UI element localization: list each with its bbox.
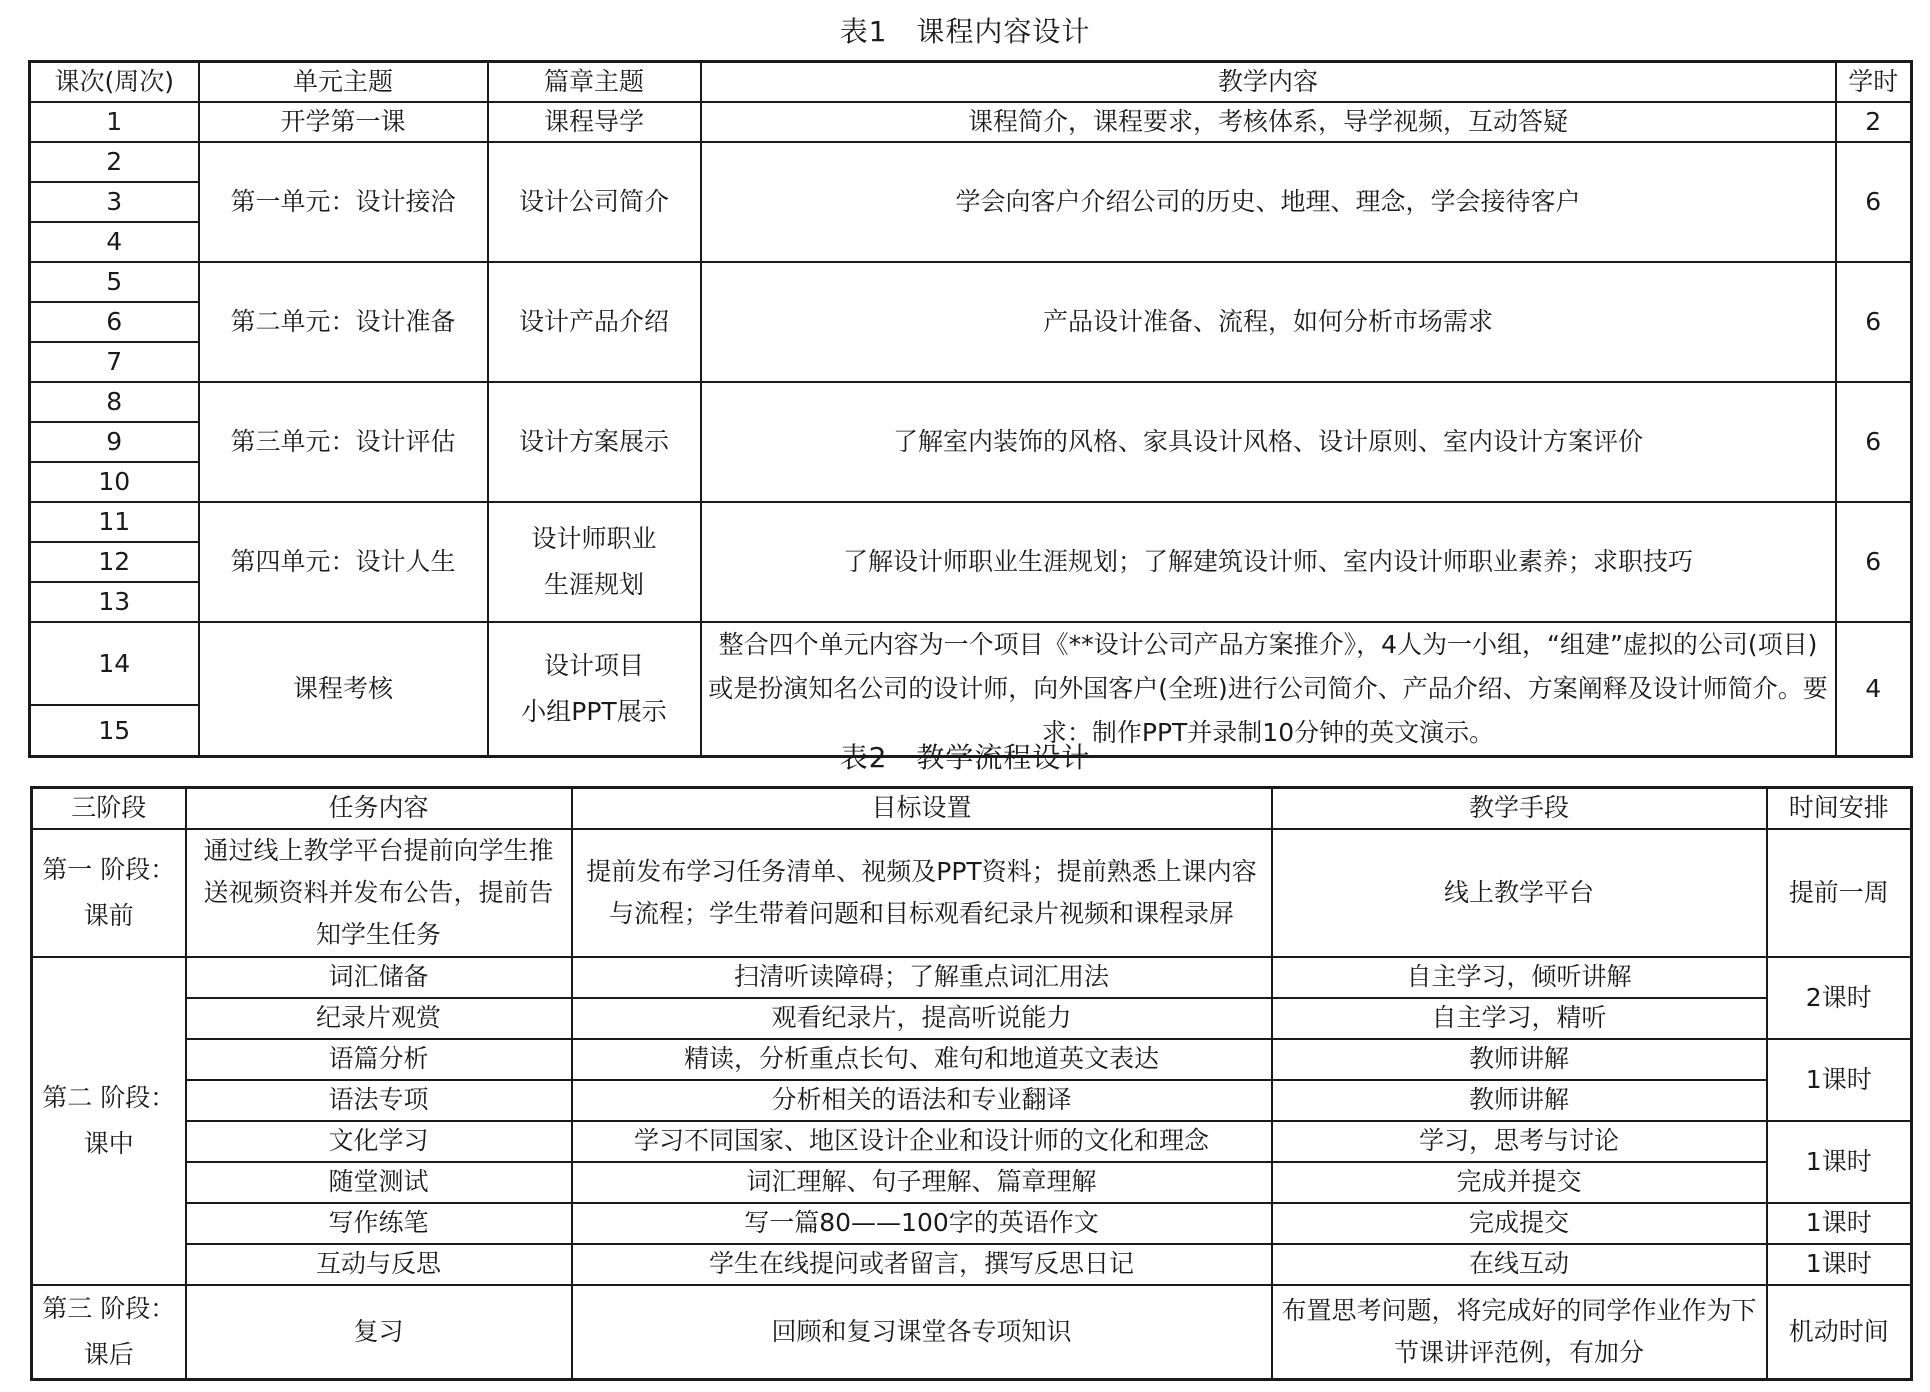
- goal-cell: 写一篇80——100字的英语作文: [572, 1203, 1272, 1244]
- week-cell: 13: [30, 582, 199, 622]
- means-cell: 学习，思考与讨论: [1272, 1121, 1767, 1162]
- week-cell: 15: [30, 705, 199, 756]
- means-cell: 教师讲解: [1272, 1039, 1767, 1080]
- task-cell: 复习: [186, 1285, 572, 1380]
- table-row: [32, 1244, 1912, 1285]
- goal-cell: 分析相关的语法和专业翻译: [572, 1080, 1272, 1121]
- week-cell: 3: [30, 182, 199, 222]
- goal-cell: 学生在线提问或者留言，撰写反思日记: [572, 1244, 1272, 1285]
- table-row: [32, 1080, 1912, 1121]
- table1-header-row: [30, 62, 1912, 103]
- table-row: [32, 1203, 1912, 1244]
- header-means: 教学手段: [1272, 788, 1767, 829]
- chapter-cell: 课程导学: [488, 102, 701, 142]
- time-cell: 机动时间: [1767, 1285, 1912, 1380]
- week-cell: 10: [30, 462, 199, 502]
- goal-cell: 提前发布学习任务清单、视频及PPT资料；提前熟悉上课内容与流程；学生带着问题和目标观看纪录片视频和课程录屏: [572, 829, 1272, 957]
- task-cell: 语篇分析: [186, 1039, 572, 1080]
- unit-cell: 第三单元：设计评估: [199, 382, 488, 502]
- time-cell: 1课时: [1767, 1244, 1912, 1285]
- stage-cell: 第二 阶段：课中: [32, 957, 186, 1285]
- chapter-line: 小组PPT展示: [521, 697, 667, 726]
- hours-cell: 4: [1836, 622, 1912, 757]
- table-row: [30, 102, 1912, 142]
- week-cell: 14: [30, 622, 199, 705]
- chapter-cell: 设计方案展示: [488, 382, 701, 502]
- time-cell: 1课时: [1767, 1039, 1912, 1121]
- week-cell: 5: [30, 262, 199, 302]
- table-row: [30, 622, 1912, 705]
- content-cell: 了解室内装饰的风格、家具设计风格、设计原则、室内设计方案评价: [701, 382, 1836, 502]
- time-cell: 1课时: [1767, 1121, 1912, 1203]
- chapter-cell: [488, 502, 701, 622]
- means-cell: 完成并提交: [1272, 1162, 1767, 1203]
- task-cell: 文化学习: [186, 1121, 572, 1162]
- table-row: [30, 142, 1912, 182]
- means-cell: 自主学习，倾听讲解: [1272, 957, 1767, 998]
- unit-cell: 第一单元：设计接洽: [199, 142, 488, 262]
- chapter-cell: 设计公司简介: [488, 142, 701, 262]
- goal-cell: 精读，分析重点长句、难句和地道英文表达: [572, 1039, 1272, 1080]
- week-cell: 12: [30, 542, 199, 582]
- task-cell: 词汇储备: [186, 957, 572, 998]
- header-task: 任务内容: [186, 788, 572, 829]
- goal-cell: 观看纪录片，提高听说能力: [572, 998, 1272, 1039]
- week-cell: 9: [30, 422, 199, 462]
- stage-cell: 第三 阶段：课后: [32, 1285, 186, 1380]
- task-cell: 语法专项: [186, 1080, 572, 1121]
- header-chapter: 篇章主题: [488, 62, 701, 103]
- goal-cell: 扫清听读障碍；了解重点词汇用法: [572, 957, 1272, 998]
- time-cell: 提前一周: [1767, 829, 1912, 957]
- teaching-process-table: [30, 786, 1913, 1381]
- hours-cell: 6: [1836, 502, 1912, 622]
- week-cell: 8: [30, 382, 199, 422]
- hours-cell: 6: [1836, 142, 1912, 262]
- table-row: [32, 1121, 1912, 1162]
- table-row: [30, 382, 1912, 422]
- content-cell: 产品设计准备、流程，如何分析市场需求: [701, 262, 1836, 382]
- header-week: 课次(周次): [30, 62, 199, 103]
- unit-cell: 课程考核: [199, 622, 488, 757]
- goal-cell: 学习不同国家、地区设计企业和设计师的文化和理念: [572, 1121, 1272, 1162]
- chapter-cell: [488, 622, 701, 757]
- header-stage: 三阶段: [32, 788, 186, 829]
- chapter-line: 设计师职业: [531, 524, 657, 553]
- hours-cell: 6: [1836, 262, 1912, 382]
- means-cell: 完成提交: [1272, 1203, 1767, 1244]
- week-cell: 7: [30, 342, 199, 382]
- table-row: [32, 829, 1912, 957]
- means-cell: 教师讲解: [1272, 1080, 1767, 1121]
- week-cell: 11: [30, 502, 199, 542]
- content-cell: 整合四个单元内容为一个项目《**设计公司产品方案推介》，4人为一小组，“组建”虚拟的公司(项目)或是扮演知名公司的设计师，向外国客户(全班)进行公司简介、产品介绍、方案阐释及设计师简介。要求：制作PPT并录制10分钟的英文演示。: [701, 622, 1836, 757]
- content-cell: 了解设计师职业生涯规划；了解建筑设计师、室内设计师职业素养；求职技巧: [701, 502, 1836, 622]
- goal-cell: 词汇理解、句子理解、篇章理解: [572, 1162, 1272, 1203]
- time-cell: 1课时: [1767, 1203, 1912, 1244]
- task-cell: 写作练笔: [186, 1203, 572, 1244]
- chapter-line: 生涯规划: [543, 570, 644, 599]
- table-row: [30, 262, 1912, 302]
- header-unit: 单元主题: [199, 62, 488, 103]
- task-cell: 通过线上教学平台提前向学生推送视频资料并发布公告，提前告知学生任务: [186, 829, 572, 957]
- chapter-cell: 设计产品介绍: [488, 262, 701, 382]
- unit-cell: 开学第一课: [199, 102, 488, 142]
- header-goal: 目标设置: [572, 788, 1272, 829]
- time-cell: 2课时: [1767, 957, 1912, 1039]
- table2-caption: 表2 教学流程设计: [839, 741, 1091, 774]
- table1-caption: 表1 课程内容设计: [839, 15, 1091, 48]
- hours-cell: 2: [1836, 102, 1912, 142]
- header-hours: 学时: [1836, 62, 1912, 103]
- unit-cell: 第四单元：设计人生: [199, 502, 488, 622]
- means-cell: 线上教学平台: [1272, 829, 1767, 957]
- course-content-table: [28, 60, 1913, 758]
- task-cell: 纪录片观赏: [186, 998, 572, 1039]
- table-row: [32, 1285, 1912, 1380]
- chapter-line: 设计项目: [543, 651, 644, 680]
- task-cell: 互动与反思: [186, 1244, 572, 1285]
- table-row: [32, 998, 1912, 1039]
- unit-cell: 第二单元：设计准备: [199, 262, 488, 382]
- task-cell: 随堂测试: [186, 1162, 572, 1203]
- means-cell: 在线互动: [1272, 1244, 1767, 1285]
- header-content: 教学内容: [701, 62, 1836, 103]
- week-cell: 6: [30, 302, 199, 342]
- stage-cell: 第一 阶段：课前: [32, 829, 186, 957]
- content-cell: 学会向客户介绍公司的历史、地理、理念，学会接待客户: [701, 142, 1836, 262]
- week-cell: 1: [30, 102, 199, 142]
- content-cell: 课程简介，课程要求，考核体系，导学视频，互动答疑: [701, 102, 1836, 142]
- week-cell: 2: [30, 142, 199, 182]
- table-row: [32, 1039, 1912, 1080]
- table-row: [32, 1162, 1912, 1203]
- header-time: 时间安排: [1767, 788, 1912, 829]
- week-cell: 4: [30, 222, 199, 262]
- table-row: [30, 502, 1912, 542]
- table2-header-row: [32, 788, 1912, 829]
- means-cell: 自主学习，精听: [1272, 998, 1767, 1039]
- hours-cell: 6: [1836, 382, 1912, 502]
- goal-cell: 回顾和复习课堂各专项知识: [572, 1285, 1272, 1380]
- table-row: [32, 957, 1912, 998]
- means-cell: 布置思考问题，将完成好的同学作业作为下节课讲评范例，有加分: [1272, 1285, 1767, 1380]
